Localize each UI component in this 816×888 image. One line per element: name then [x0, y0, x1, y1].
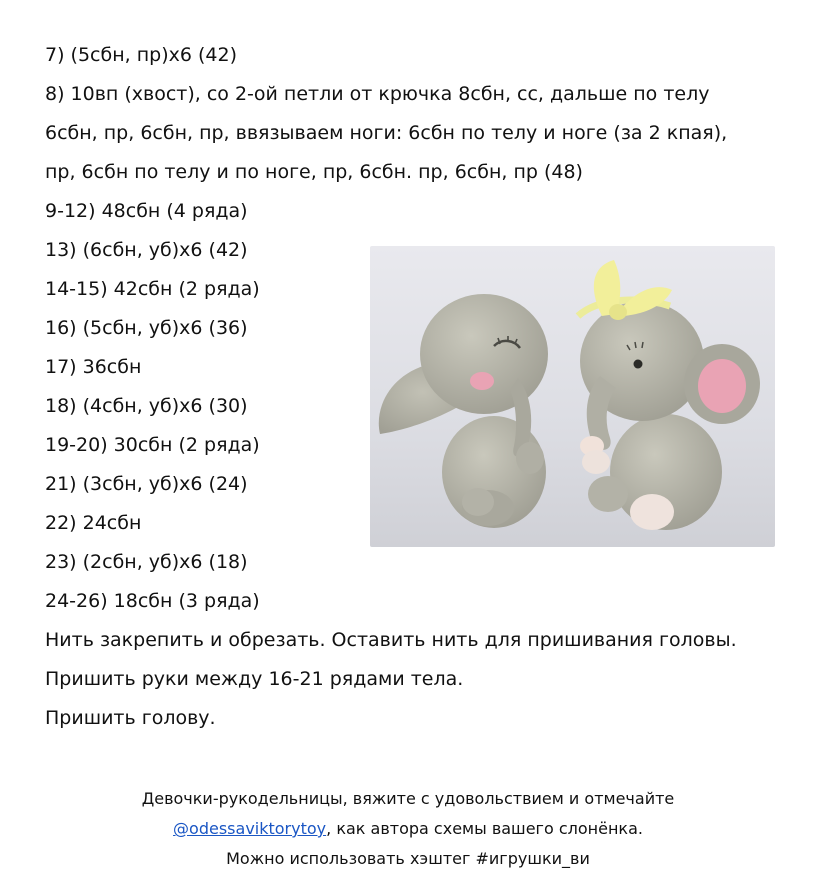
pattern-line: 13) (6сбн, уб)х6 (42) [45, 239, 248, 261]
footer-line-3: Можно использовать хэштег #игрушки_ви [226, 849, 590, 868]
pattern-line: 19-20) 30сбн (2 ряда) [45, 434, 260, 456]
pattern-line: 21) (3сбн, уб)х6 (24) [45, 473, 248, 495]
pattern-line: 9-12) 48сбн (4 ряда) [45, 200, 248, 222]
pattern-line: Пришить руки между 16-21 рядами тела. [45, 668, 464, 690]
pattern-line: Пришить голову. [45, 707, 216, 729]
pattern-line: 17) 36сбн [45, 356, 142, 378]
footer-line-2-text: , как автора схемы вашего слонёнка. [326, 819, 643, 838]
elephant-toys-photo [370, 246, 775, 547]
pattern-line: 18) (4сбн, уб)х6 (30) [45, 395, 248, 417]
footer-line-2 [0, 814, 816, 844]
footer-note [0, 784, 816, 874]
pattern-line: 24-26) 18сбн (3 ряда) [45, 590, 260, 612]
pattern-line: 16) (5сбн, уб)х6 (36) [45, 317, 248, 339]
pattern-line: 22) 24сбн [45, 512, 142, 534]
pattern-line: 14-15) 42сбн (2 ряда) [45, 278, 260, 300]
pattern-line: Нить закрепить и обрезать. Оставить нить для пришивания головы. [45, 629, 737, 651]
pattern-line: 8) 10вп (хвост), со 2-ой петли от крючка 8сбн, сс, дальше по телу [45, 83, 710, 105]
footer-line-1: Девочки-рукодельницы, вяжите с удовольствием и отмечайте [141, 789, 675, 808]
author-handle-link[interactable]: @odessaviktorytoy [173, 819, 327, 838]
pattern-line: 23) (2сбн, уб)х6 (18) [45, 551, 248, 573]
pattern-line: пр, 6сбн по телу и по ноге, пр, 6сбн. пр, 6сбн, пр (48) [45, 161, 583, 183]
pattern-line: 6сбн, пр, 6сбн, пр, ввязываем ноги: 6сбн по телу и ноге (за 2 кпая), [45, 122, 728, 144]
pattern-line: 7) (5сбн, пр)х6 (42) [45, 44, 237, 66]
